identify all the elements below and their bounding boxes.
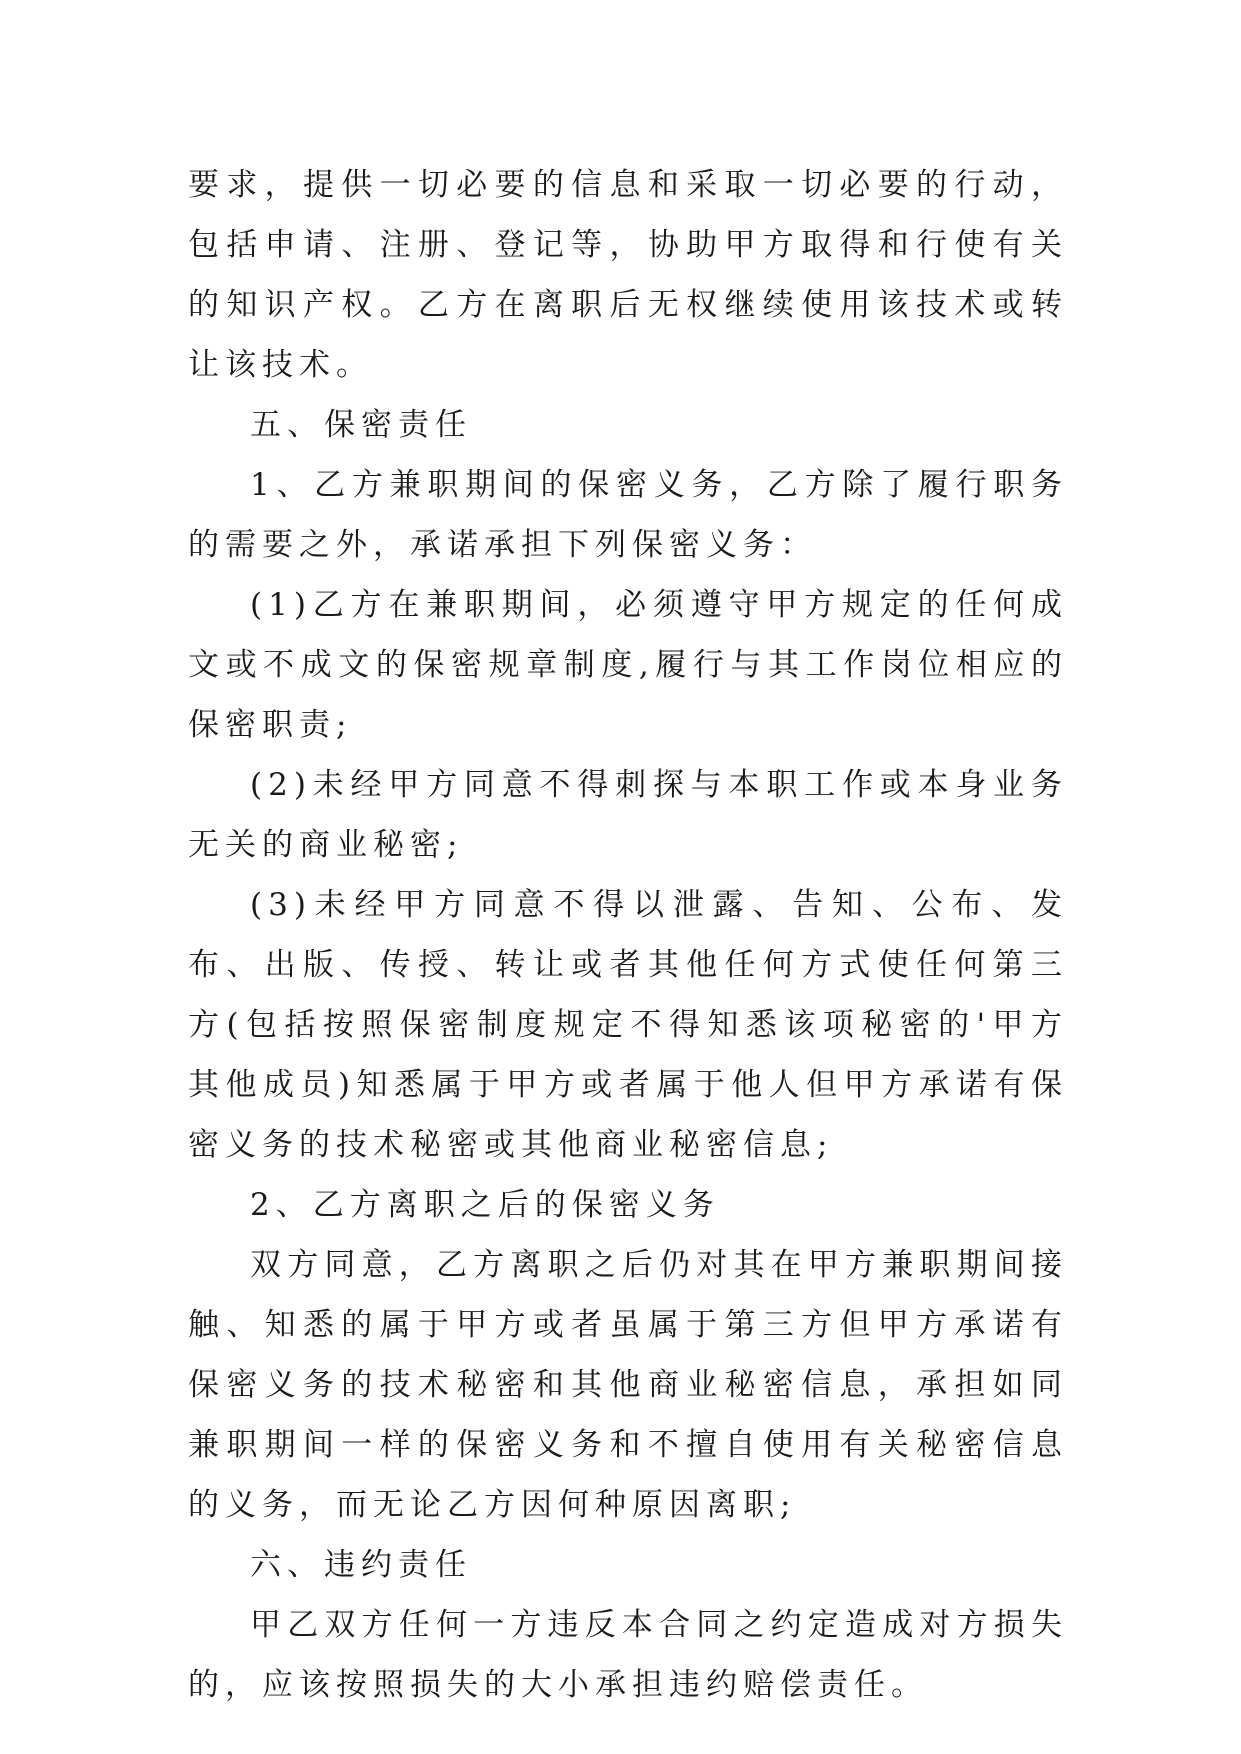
heading-confidentiality: 五、保密责任 xyxy=(250,407,472,443)
document-body xyxy=(188,155,1068,1715)
heading-post-employment-confidentiality: 2、乙方离职之后的保密义务 xyxy=(250,1187,720,1223)
heading-liability: 六、违约责任 xyxy=(250,1547,472,1583)
clause-1: (1)乙方在兼职期间，必须遵守甲方规定的任何成文或不成文的保密规章制度,履行与其工作岗位相应的保密职责; xyxy=(188,587,1068,743)
paragraph-confidentiality-during-employment: 1、乙方兼职期间的保密义务，乙方除了履行职务的需要之外，承诺承担下列保密义务： xyxy=(188,467,1068,563)
paragraph-post-employment-confidentiality: 双方同意，乙方离职之后仍对其在甲方兼职期间接触、知悉的属于甲方或者虽属于第三方但甲方承诺有保密义务的技术秘密和其他商业秘密信息，承担如同兼职期间一样的保密义务和不擅自使用有关秘密信息的义务，而无论乙方因何种原因离职; xyxy=(188,1247,1068,1523)
clause-3: (3)未经甲方同意不得以泄露、告知、公布、发布、出版、传授、转让或者其他任何方式使任何第三方(包括按照保密制度规定不得知悉该项秘密的'甲方其他成员)知悉属于甲方或者属于他人但甲方承诺有保密义务的技术秘密或其他商业秘密信息; xyxy=(188,887,1068,1163)
clause-2: (2)未经甲方同意不得刺探与本职工作或本身业务无关的商业秘密; xyxy=(188,767,1068,863)
paragraph-ip-cooperation: 要求，提供一切必要的信息和采取一切必要的行动，包括申请、注册、登记等，协助甲方取得和行使有关的知识产权。乙方在离职后无权继续使用该技术或转让该技术。 xyxy=(188,167,1068,383)
paragraph-liability: 甲乙双方任何一方违反本合同之约定造成对方损失的，应该按照损失的大小承担违约赔偿责任。 xyxy=(188,1607,1068,1703)
